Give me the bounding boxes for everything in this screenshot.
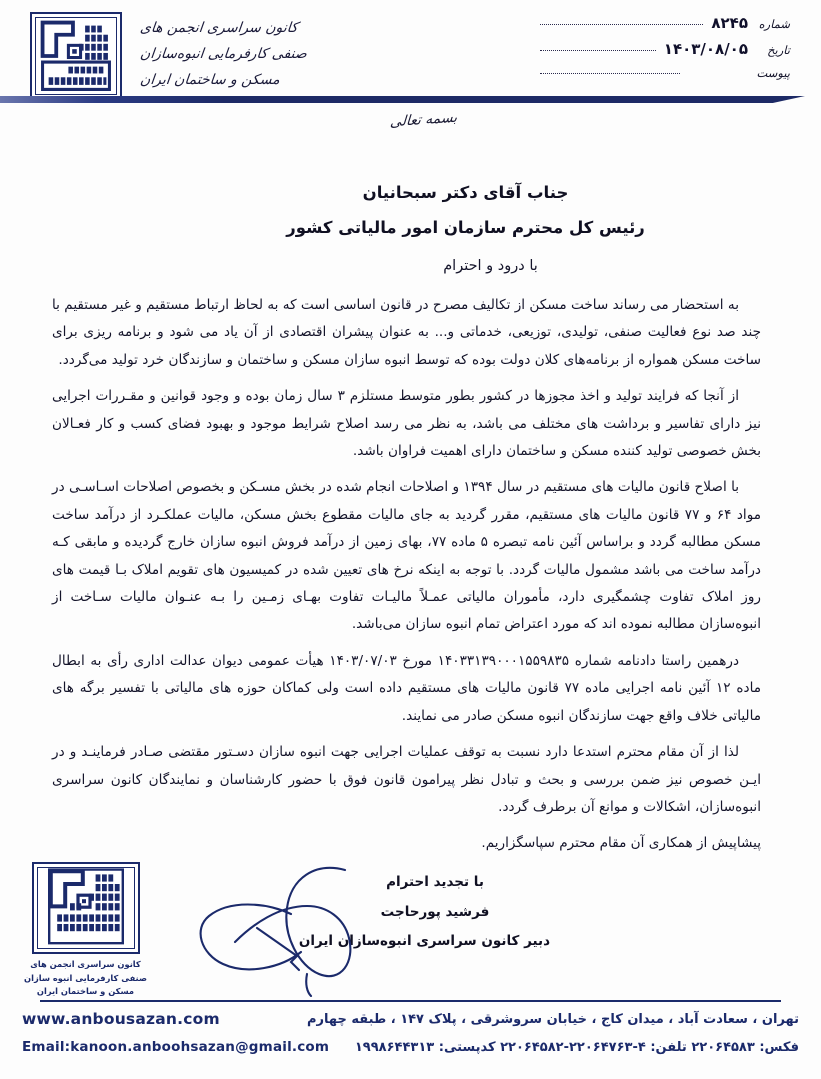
org-name-line-1: کانون سراسری انجمن های xyxy=(139,20,299,36)
footer-address: تهران ، سعادت آباد ، میدان کاج ، خیابان سروشرقی ، پلاک ۱۴۷ ، طبقه چهارم xyxy=(307,1011,799,1027)
meta-row-number xyxy=(540,14,790,40)
basmala: بسمه تعالی xyxy=(389,109,458,131)
footer-logo-text xyxy=(18,958,153,999)
meta-row-attachment xyxy=(540,66,790,92)
meta-label-date: تاریخ xyxy=(767,43,790,57)
footer-website[interactable]: www.anbousazan.com xyxy=(22,1010,220,1028)
footer-logo-block xyxy=(18,862,153,999)
building-logo-icon xyxy=(30,12,122,100)
letter-body xyxy=(52,292,761,858)
document-meta-block xyxy=(540,14,790,92)
addressee-title: رئیس کل محترم سازمان امور مالیاتی کشور xyxy=(286,217,645,237)
body-paragraph-2: از آنجا که فرایند تولید و اخذ مجوزها در کشور بطور متوسط مستلزم ۳ سال زمان بوده و وجود قوانین و مقـررات اجرایی نیز دارای تفاسیر و برداشت های مختلف می باشد، به نظر می رسد اصلاح شرایط موجود و بهبود فضای کسب و کار فعـالان بخش خصوصی تولید کننده مسکن و ساختمان دارای اهمیت فراوان باشد. xyxy=(52,388,761,460)
body-paragraph-1: به استحضار می رساند ساخت مسکن از تکالیف مصرح در قانون اساسی است که به لحاظ ارتباط مستقیم و غیر مستقیم با چند صد نوع فعالیت صنفی، تولیدی، توزیعی، خدماتی و... به عنوان پیشران اقتصادی از آن یاد می شود و برنامه ریزی برای ساخت مسکن همواره از برنامه‌های کلان دولت بوده که توسط انبوه سازان مسکن و ساختمان و سازندگان خرد تولید می‌گردد. xyxy=(52,297,761,368)
body-paragraph-3: با اصلاح قانون مالیات های مستقیم در سال ۱۳۹۴ و اصلاحات انجام شده در بخش مسـکن و بخصوص اصلاحات اسـاسـی در مواد ۶۴ و ۷۷ قانون مالیات های مستقیم، مقرر گردید به جای مالیات مقطوع بخش مسکن، مالیات عملکـرد از درآمد ساخت مسکن مطالبه گردد و براساس آئین نامه تبصره ۵ ماده ۷۷، بهای زمین از درآمد فروش انبوه سازان خارج گردیده و مابقی کـه درآمد ساخت می باشد مشمول مالیات گردد. با توجه به اینکه نرخ های تعیین شده در کمیسیون های تقویم املاک بـا قیمت های روز املاک تفاوت چشمگیری دارد، مأموران مالیاتی عمـلاً مالیـات تفاوت بهـای زمـین را بـه عنـوان مالیات سـاخت از انبوه‌سازان مطالبه نموده اند که مورد اعتراض تمام انبوه سازان می‌باشد. xyxy=(52,479,762,633)
body-paragraph-6: پیشاپیش از همکاری آن مقام محترم سپاسگزاریم. xyxy=(481,835,761,852)
signature-name: فرشید پورحاجت xyxy=(380,903,490,920)
footer-row-contact xyxy=(0,1034,821,1060)
header-divider xyxy=(0,96,805,103)
meta-dots-date xyxy=(540,50,656,51)
building-logo-icon-footer xyxy=(32,862,140,954)
meta-dots-attachment xyxy=(540,73,680,74)
footer-email[interactable]: Email:kanoon.anboohsazan@gmail.com xyxy=(22,1039,330,1055)
addressee-block xyxy=(0,176,821,245)
footer-logo-line-3: مسکن و ساختمان ایران xyxy=(36,986,135,997)
meta-row-date xyxy=(540,40,790,66)
signature-block xyxy=(298,868,550,957)
signature-closing: با تجدید احترام xyxy=(386,874,484,890)
letterhead xyxy=(0,0,821,112)
footer-logo-line-2: صنفی کارفرمایی انبوه سازان xyxy=(24,972,147,983)
org-name-line-3: مسکن و ساختمان ایران xyxy=(139,71,281,88)
footer xyxy=(0,1004,821,1074)
footer-logo-line-1: کانون سراسری انجمن های xyxy=(30,959,141,969)
signature-title: دبیر کانون سراسری انبوه‌سازان ایران xyxy=(298,933,550,950)
footer-row-address xyxy=(0,1004,821,1034)
meta-label-number: شماره xyxy=(758,17,790,31)
body-paragraph-4: درهمین راستا دادنامه شماره ۱۴۰۳۳۱۳۹۰۰۰۱۵۵۹۸۳۵ مورخ ۱۴۰۳/۰۷/۰۳ هیأت عمومی دیوان عدالت اداری رأی به ابطال ماده ۱۲ آئین نامه اجرایی ماده ۷۷ قانون مالیات های مستقیم داده است ولی کماکان حوزه های مالیاتی با تفسیر برگه های مالیاتی خلاف واقع جهت سازندگان انبوه مسکن صادر می نمایند. xyxy=(52,652,762,724)
organization-name xyxy=(140,16,430,94)
meta-value-number: ۸۲۴۵ xyxy=(711,14,748,32)
meta-value-date: ۱۴۰۳/۰۸/۰۵ xyxy=(663,40,748,58)
salutation: با درود و احترام xyxy=(443,258,538,274)
footer-divider xyxy=(40,1000,781,1002)
meta-label-attachment: پیوست xyxy=(756,66,790,80)
meta-dots-number xyxy=(540,24,703,25)
footer-contact: فکس: ۲۲۰۶۴۵۸۳ تلفن: ۴-۲۲۰۶۴۷۶۳-۲۲۰۶۴۵۸۲ کدپستی: ۱۹۹۸۶۴۴۳۱۳ xyxy=(354,1039,799,1055)
body-paragraph-5: لذا از آن مقام محترم استدعا دارد نسبت به توقف عملیات اجرایی جهت انبوه سازان دسـتور مقتضی صـادر فرماینـد و در ایـن خصوص نیز ضمن بررسی و بحث و تبادل نظر پیرامون قانون فوق با حضور کارشناسان و نمایندگان کانون سراسری انبوه‌سازان، اشکالات و موانع آن برطرف گردد. xyxy=(52,744,761,815)
addressee-name: جناب آقای دکتر سبحانیان xyxy=(362,183,569,202)
org-name-line-2: صنفی کارفرمایی انبوه‌سازان xyxy=(139,45,308,62)
